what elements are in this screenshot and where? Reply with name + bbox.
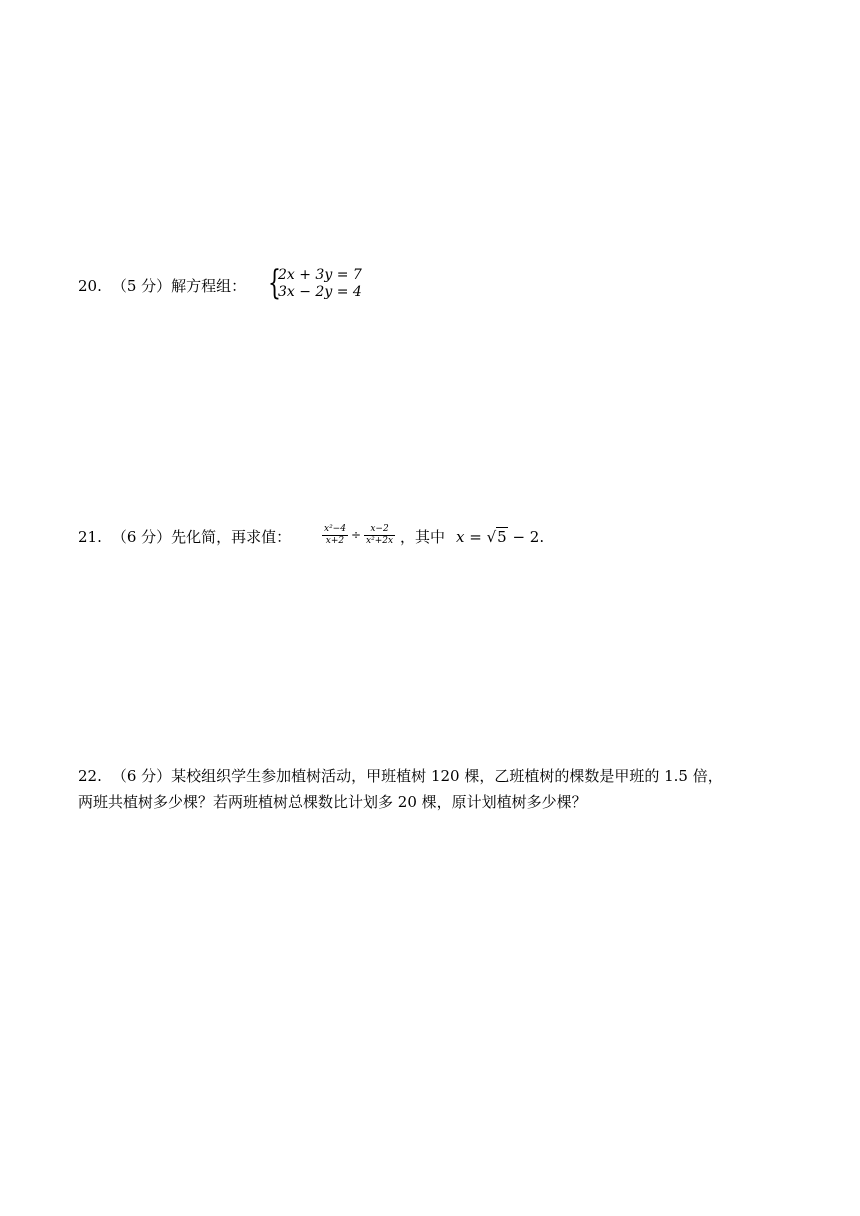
question-score: （6 分）	[111, 528, 172, 546]
question-line-1	[78, 763, 723, 789]
question-score: （6 分）	[111, 767, 172, 785]
question-21	[78, 523, 545, 550]
condition-text: ，其中	[400, 528, 446, 546]
fraction-2-numerator: x−2	[364, 524, 395, 536]
question-prompt: 先化简，再求值：	[171, 528, 292, 546]
x-lhs: x =	[456, 528, 487, 546]
question-text-line-2: 两班共植树多少棵？若两班植树总棵数比计划多 20 棵，原计划植树多少棵？	[78, 793, 587, 811]
question-score: （5 分）	[111, 277, 172, 295]
question-number: 20.	[78, 277, 102, 295]
equation-system	[268, 265, 378, 305]
sqrt-radicand: 5	[497, 528, 507, 546]
divide-sign: ÷	[350, 528, 362, 542]
question-prompt: 解方程组：	[171, 277, 247, 295]
fraction-1-numerator: x²−4	[324, 523, 346, 534]
brace-icon: {	[268, 263, 281, 303]
question-22	[78, 763, 723, 815]
equation-2: 3x − 2y = 4	[278, 284, 362, 300]
sqrt-icon: √	[486, 528, 497, 546]
x-rest: − 2.	[507, 528, 545, 546]
equation-1: 2x + 3y = 7	[278, 267, 362, 283]
fraction-1	[322, 524, 348, 547]
fraction-2-denominator: x²+2x	[366, 535, 394, 546]
fraction-expression	[322, 521, 395, 555]
fraction-2	[364, 524, 395, 547]
x-value	[456, 524, 544, 550]
question-text-line-1: 某校组织学生参加植树活动，甲班植树 120 棵，乙班植树的棵数是甲班的 1.5 倍，	[171, 767, 723, 785]
fraction-1-denominator: x+2	[325, 535, 345, 546]
question-20	[78, 263, 362, 303]
question-number: 22.	[78, 767, 102, 785]
sqrt-expression	[487, 524, 508, 550]
question-number: 21.	[78, 528, 102, 546]
